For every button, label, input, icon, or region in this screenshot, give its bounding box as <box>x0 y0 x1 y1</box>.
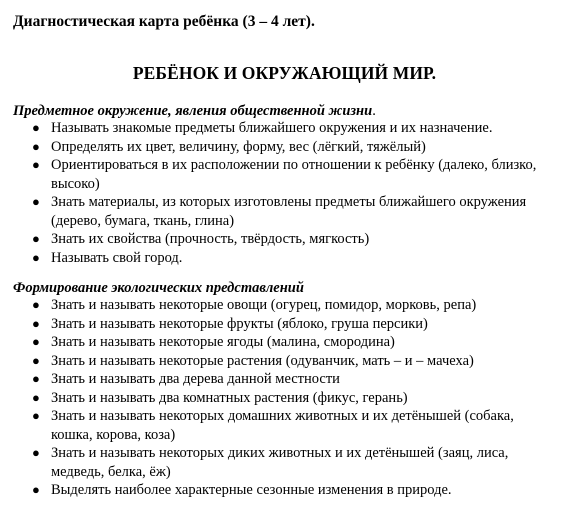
list-item-text: Знать и называть некоторые фрукты (яблоко, груша персики) <box>51 315 428 332</box>
list-item <box>0 481 551 500</box>
list-item <box>0 156 551 193</box>
list-item-text: медведь, белка, ёж) <box>51 463 171 480</box>
list-item-text: Знать и называть некоторые ягоды (малина, смородина) <box>51 334 395 350</box>
list-item <box>0 230 551 249</box>
bullet-icon: ● <box>32 297 40 312</box>
list-item-text: Называть знакомые предметы ближайшего окружения и их назначение. <box>51 120 493 136</box>
bullet-icon: ● <box>32 194 40 209</box>
document-title: Диагностическая карта ребёнка (3 – 4 лет). <box>13 13 315 30</box>
subsection-heading-suffix: . <box>372 103 376 119</box>
bullet-icon: ● <box>32 249 40 265</box>
list-item <box>0 389 551 408</box>
list-item-text: Определять их цвет, величину, форму, вес (лёгкий, тяжёлый) <box>51 138 426 155</box>
list-item-text: Называть свой город. <box>51 249 183 266</box>
list-item-text: Знать и называть два комнатных растения (фикус, герань) <box>51 389 408 406</box>
subject-environment-list <box>0 119 569 267</box>
list-item-text: Ориентироваться в их расположении по отношении к ребёнку (далеко, близко, <box>51 157 537 173</box>
list-item <box>0 193 551 230</box>
list-item <box>0 352 551 371</box>
list-item <box>0 119 551 138</box>
list-item <box>0 444 551 481</box>
list-item-text: Выделять наиболее характерные сезонные изменения в природе. <box>51 482 452 498</box>
list-item-text: Знать и называть некоторых домашних животных и их детёнышей (собака, <box>51 408 514 424</box>
bullet-icon: ● <box>32 157 40 172</box>
bullet-icon: ● <box>32 482 40 497</box>
list-item-text: Знать и называть два дерева данной местности <box>51 371 340 387</box>
subsection-heading-text: Формирование экологических представлений <box>13 280 304 296</box>
list-item-text: Знать и называть некоторые растения (одуванчик, мать – и – мачеха) <box>51 352 474 369</box>
bullet-icon: ● <box>32 371 40 386</box>
subsection-heading-subject-environment <box>13 103 376 120</box>
bullet-icon: ● <box>32 231 40 246</box>
bullet-icon: ● <box>32 445 40 460</box>
list-item-text: Знать их свойства (прочность, твёрдость, мягкость) <box>51 231 370 247</box>
bullet-icon: ● <box>32 120 40 135</box>
list-item-text: Знать и называть некоторых диких животных и их детёнышей (заяц, лиса, <box>51 445 509 461</box>
bullet-icon: ● <box>32 315 40 331</box>
list-item-text: (дерево, бумага, ткань, глина) <box>51 212 235 229</box>
bullet-icon: ● <box>32 389 40 405</box>
list-item-text: высоко) <box>51 175 100 192</box>
list-item <box>0 407 551 444</box>
list-item <box>0 296 551 315</box>
bullet-icon: ● <box>32 408 40 423</box>
ecology-list <box>0 296 569 500</box>
bullet-icon: ● <box>32 352 40 368</box>
list-item <box>0 315 551 334</box>
list-item-text: Знать материалы, из которых изготовлены предметы ближайшего окружения <box>51 194 527 210</box>
section-title: РЕБЁНОК И ОКРУЖАЮЩИЙ МИР. <box>132 63 437 83</box>
list-item-text: Знать и называть некоторые овощи (огурец, помидор, морковь, репа) <box>51 297 477 313</box>
list-item <box>0 333 551 352</box>
list-item <box>0 249 551 268</box>
list-item <box>0 138 551 157</box>
subsection-heading-ecology <box>13 280 304 297</box>
subsection-heading-text: Предметное окружение, явления общественной жизни <box>13 103 373 119</box>
bullet-icon: ● <box>32 334 40 349</box>
list-item <box>0 370 551 389</box>
list-item-text: кошка, корова, коза) <box>51 426 176 443</box>
bullet-icon: ● <box>32 138 40 154</box>
